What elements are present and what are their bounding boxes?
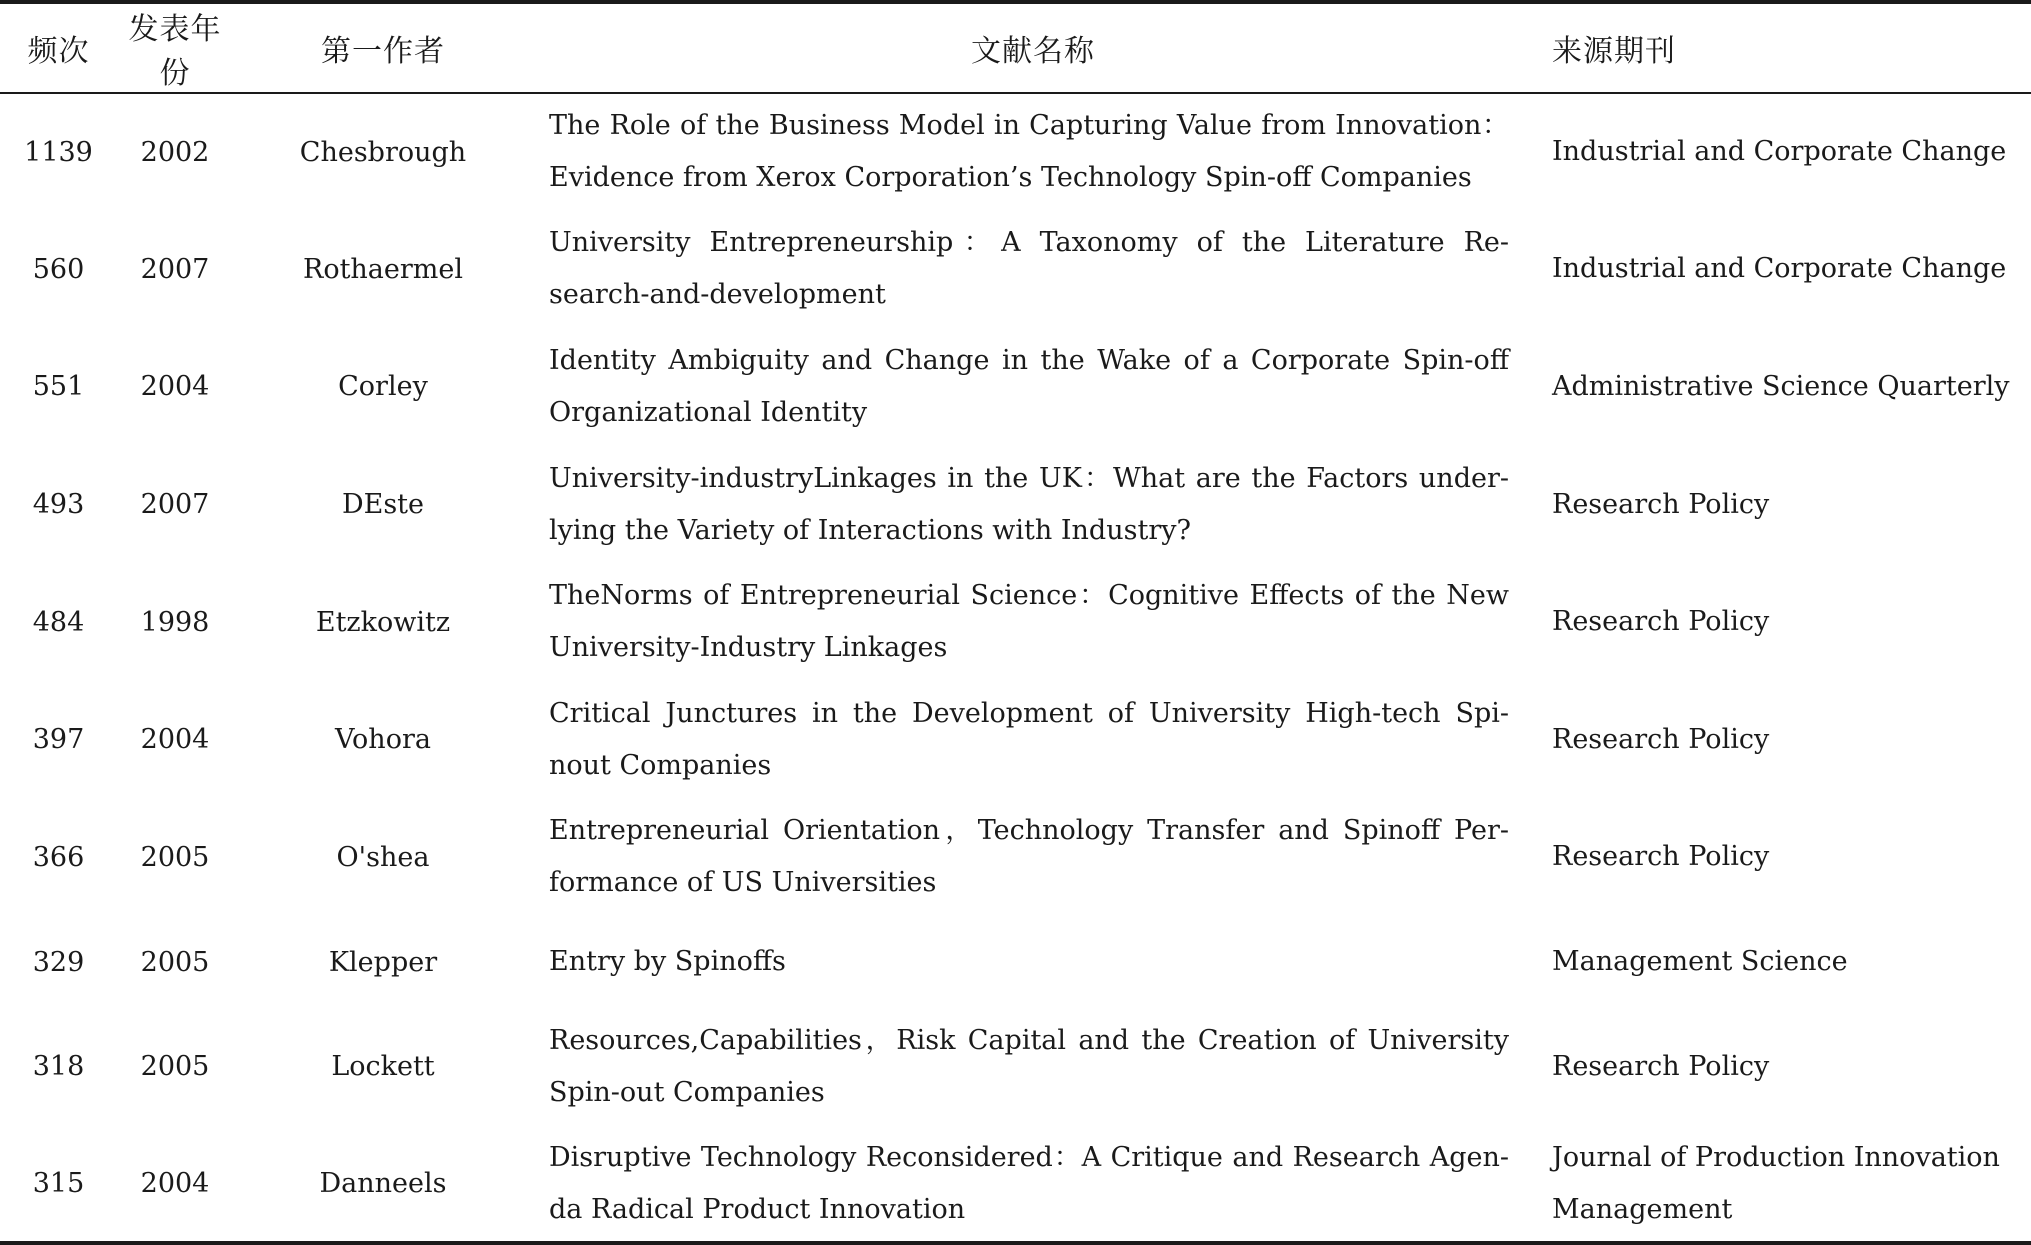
cell-freq: 329 xyxy=(32,946,85,978)
cell-source: Research Policy xyxy=(1552,606,1770,638)
cell-freq: 551 xyxy=(32,371,85,403)
cell-source: Research Policy xyxy=(1552,1050,1770,1082)
cell-author: DEste xyxy=(341,489,425,521)
cell-author: Rothaermel xyxy=(302,253,464,285)
cell-year: 2005 xyxy=(140,946,210,978)
cell-author: Lockett xyxy=(331,1051,435,1083)
cell-source: Management Science xyxy=(1552,946,1848,978)
table-row xyxy=(0,1008,2031,1126)
cell-title: Entry by Spinoffs xyxy=(549,946,786,978)
table-header xyxy=(0,2,2031,93)
cell-title: University Entrepreneurship：A Taxonomy of the Literature Re-search-and-development xyxy=(549,227,1509,311)
cell-source: Research Policy xyxy=(1552,488,1770,520)
cell-author: Danneels xyxy=(319,1168,447,1200)
table-row xyxy=(0,211,2031,329)
cell-title: Identity Ambiguity and Change in the Wake of a Corporate Spin-off Organizational Identity xyxy=(549,344,1509,428)
cell-year: 2002 xyxy=(140,136,210,168)
cell-title: The Role of the Business Model in Capturing Value from Innovation：Evidence from Xerox Corporation’s Technology Spin-off Companies xyxy=(549,110,1509,194)
cell-title: Critical Junctures in the Development of University High-tech Spi-nout Companies xyxy=(549,697,1509,781)
cell-source: Administrative Science Quarterly xyxy=(1552,370,2010,402)
cell-author: Chesbrough xyxy=(299,136,467,168)
cell-freq: 1139 xyxy=(24,136,93,168)
cell-author: Vohora xyxy=(335,724,431,756)
header-author: 第一作者 xyxy=(321,34,445,69)
table-row xyxy=(0,328,2031,446)
cell-source: Research Policy xyxy=(1552,723,1770,755)
cell-title: TheNorms of Entrepreneurial Science：Cognitive Effects of the New University-Industry Linkages xyxy=(549,580,1509,664)
cell-freq: 397 xyxy=(32,724,85,756)
header-title: 文献名称 xyxy=(971,34,1095,69)
header-year: 发表年份 xyxy=(128,12,222,91)
cell-source: Research Policy xyxy=(1552,841,1770,873)
cell-author: Corley xyxy=(338,371,428,403)
table-row xyxy=(0,799,2031,917)
cell-freq: 318 xyxy=(32,1051,85,1083)
cell-source: Journal of Production Innovation Management xyxy=(1552,1141,2000,1225)
table-row xyxy=(0,93,2031,211)
cell-year: 2007 xyxy=(140,489,210,521)
cell-title: Entrepreneurial Orientation，Technology Transfer and Spinoff Per-formance of US Universities xyxy=(549,815,1509,899)
header-source: 来源期刊 xyxy=(1552,34,1676,69)
cell-title: Resources,Capabilities，Risk Capital and the Creation of University Spin-out Companies xyxy=(549,1024,1509,1108)
cell-source: Industrial and Corporate Change xyxy=(1552,136,2007,168)
table-row xyxy=(0,681,2031,799)
table-row xyxy=(0,1126,2031,1244)
table-row xyxy=(0,916,2031,1008)
cell-author: Klepper xyxy=(328,946,438,978)
cell-title: University-industryLinkages in the UK：What are the Factors under-lying the Variety of Interactions with Industry? xyxy=(549,462,1509,546)
cell-year: 2007 xyxy=(140,253,210,285)
cell-year: 1998 xyxy=(140,606,210,638)
cell-year: 2005 xyxy=(140,1051,210,1083)
table-body xyxy=(0,93,2031,1243)
cell-year: 2004 xyxy=(140,1168,210,1200)
cell-title: Disruptive Technology Reconsidered：A Critique and Research Agen-da Radical Product Innovation xyxy=(549,1141,1509,1225)
cell-freq: 560 xyxy=(32,253,85,285)
cell-freq: 366 xyxy=(32,841,85,873)
cell-year: 2005 xyxy=(140,841,210,873)
header-row xyxy=(0,2,2031,93)
cell-freq: 484 xyxy=(32,606,85,638)
cell-year: 2004 xyxy=(140,371,210,403)
cell-year: 2004 xyxy=(140,724,210,756)
cell-author: O'shea xyxy=(336,841,430,873)
cell-author: Etzkowitz xyxy=(315,606,451,638)
header-freq: 频次 xyxy=(27,34,90,69)
table-row xyxy=(0,563,2031,681)
table-row xyxy=(0,446,2031,564)
cell-source: Industrial and Corporate Change xyxy=(1552,253,2007,285)
cell-freq: 493 xyxy=(32,489,85,521)
cell-freq: 315 xyxy=(32,1168,85,1200)
